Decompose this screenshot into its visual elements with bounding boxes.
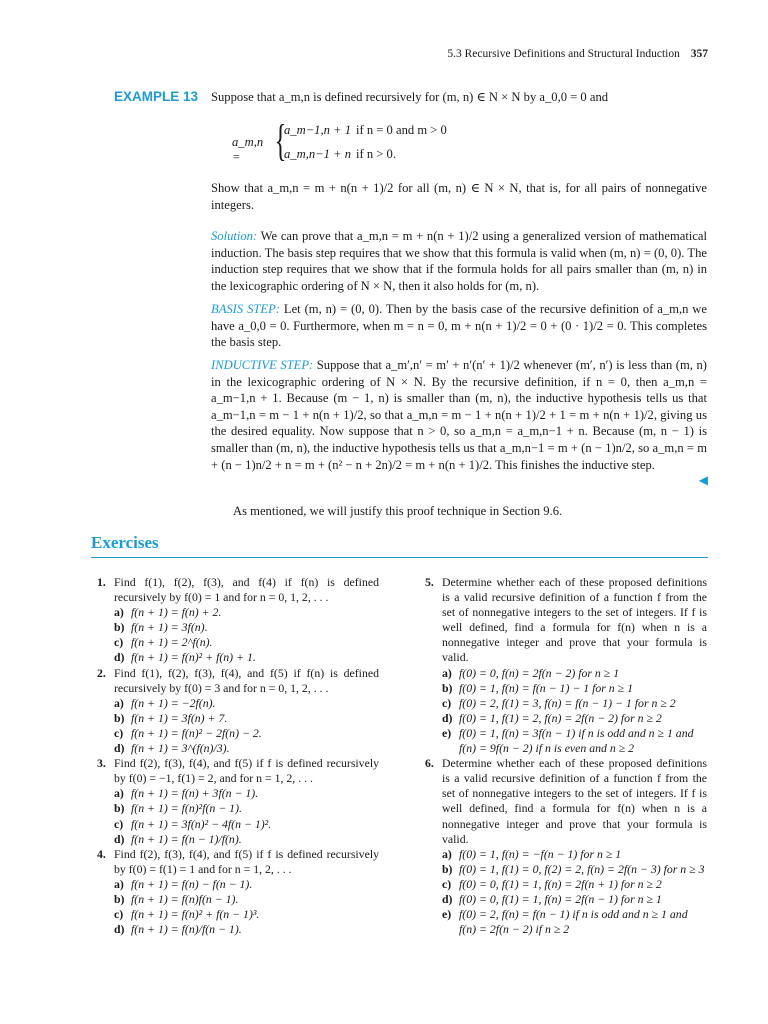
part-text: f(0) = 1, f(n) = −f(n − 1) for n ≥ 1 [459, 846, 622, 861]
exercise-part [114, 696, 379, 711]
part-label: b) [442, 680, 453, 695]
exercise-part [114, 620, 379, 635]
basis-text: Let (m, n) = (0, 0). Then by the basis case of the recursive definition of a_m,n we have a_0,0 = 0. Furthermore, when m = n = 0, m + n(n + 1)/2 = 0 + (0 · 1)/2 = 0. This completes the basis step. [211, 302, 707, 350]
example-intro [211, 89, 707, 106]
part-label: d) [114, 741, 125, 756]
exercise-part [442, 696, 707, 711]
part-label: b) [114, 801, 125, 816]
exercise-part [114, 605, 379, 620]
part-label: c) [114, 816, 124, 831]
part-label: c) [114, 725, 124, 740]
definition-case-1 [284, 123, 447, 138]
part-label: b) [442, 861, 453, 876]
page-number: 357 [690, 48, 708, 60]
part-text: f(n + 1) = 3f(n)² − 4f(n − 1)². [131, 816, 272, 831]
exercise-item [425, 756, 707, 937]
part-label: c) [114, 635, 124, 650]
exercise-column-left [97, 575, 379, 937]
exercise-part [442, 726, 707, 756]
part-text: f(0) = 0, f(1) = 1, f(n) = 2f(n − 1) for n ≥ 1 [459, 891, 662, 906]
part-text: f(0) = 0, f(n) = 2f(n − 2) for n ≥ 1 [459, 665, 620, 680]
exercise-part [114, 832, 379, 847]
example-label: EXAMPLE 13 [114, 89, 199, 104]
exercise-part [442, 877, 707, 892]
exercise-stem: Determine whether each of these proposed definitions is a valid recursive definition of a function f from the set of nonnegative integers to the set of integers. If f is well defined, find a formula for f(n) when n is a nonnegative integer and prove that your formula is valid. [442, 575, 707, 665]
exercise-stem: Find f(1), f(2), f(3), f(4), and f(5) if f(n) is defined recursively by f(0) = 3 and for n = 0, 1, 2, . . . [114, 665, 379, 695]
inductive-text: Suppose that a_m′,n′ = m′ + n′(n′ + 1)/2 whenever (m′, n′) is less than (m, n) in the lexicographic ordering of N × N. By the recursive definition, if n = 0, then a_m,n = a_m−1,n + 1. Because (m − 1, n) is smaller than (m, n), the inductive hypothesis tells us that a_m−1,n = m − 1 + n(n + 1)/2, so that a_m,n = m − 1 + n(n + 1)/2 + 1 = m + n(n + 1)/2, giving us the desired equality. Now suppose that n > 0, so a_m,n = a_m,n−1 + n. Because (m, n − 1) is smaller than (m, n), the inductive hypothesis tells us that a_m,n−1 = m + (n − 1)n/2, so a_m,n = m + (n − 1)n/2 + n = m + (n² − n + 2n)/2 = m + n(n + 1)/2. This finishes the inductive step. [211, 358, 707, 472]
exercise-part [442, 666, 707, 681]
part-text: f(0) = 2, f(n) = f(n − 1) if n is odd and n ≥ 1 and f(n) = 2f(n − 2) if n ≥ 2 [459, 907, 688, 937]
part-text: f(0) = 1, f(n) = 3f(n − 1) if n is odd and n ≥ 1 and f(n) = 9f(n − 2) if n is even and n ≥ 2 [459, 725, 694, 756]
part-text: f(n + 1) = 3^(f(n)/3). [131, 741, 230, 756]
part-label: a) [114, 695, 124, 710]
exercise-part [114, 817, 379, 832]
part-text: f(n + 1) = f(n) − f(n − 1). [131, 876, 253, 891]
part-label: d) [442, 710, 453, 725]
solution-label: Solution: [211, 229, 258, 243]
part-text: f(n + 1) = f(n) + 2. [131, 605, 222, 620]
part-label: e) [442, 907, 452, 922]
part-text: f(0) = 1, f(1) = 0, f(2) = 2, f(n) = 2f(n − 3) for n ≥ 3 [459, 861, 705, 876]
part-label: b) [114, 710, 125, 725]
part-text: f(n + 1) = 2^f(n). [131, 635, 213, 650]
part-text: f(0) = 1, f(1) = 2, f(n) = 2f(n − 2) for n ≥ 2 [459, 710, 662, 725]
exercise-part [114, 786, 379, 801]
part-label: b) [114, 891, 125, 906]
part-text: f(0) = 2, f(1) = 3, f(n) = f(n − 1) − 1 for n ≥ 2 [459, 695, 676, 710]
part-text: f(n + 1) = f(n)²f(n − 1). [131, 801, 242, 816]
part-text: f(n + 1) = 3f(n). [131, 620, 208, 635]
exercise-part [442, 907, 707, 937]
section-reference-note: As mentioned, we will justify this proof technique in Section 9.6. [233, 504, 563, 518]
part-label: a) [114, 876, 124, 891]
part-text: f(n + 1) = f(n)² − 2f(n) − 2. [131, 725, 262, 740]
part-label: a) [442, 665, 452, 680]
exercise-number: 1. [97, 575, 106, 589]
exercise-part [114, 711, 379, 726]
exercise-item [97, 575, 379, 666]
part-text: f(n + 1) = f(n) + 3f(n − 1). [131, 786, 259, 801]
part-text: f(n + 1) = −2f(n). [131, 695, 216, 710]
exercises-heading: Exercises [91, 533, 159, 552]
exercise-part [442, 862, 707, 877]
exercise-part [114, 877, 379, 892]
show-text: Show that a_m,n = m + n(n + 1)/2 for all (m, n) ∈ N × N, that is, for all pairs of nonnegative integers. [211, 181, 707, 212]
exercise-part [442, 711, 707, 726]
exercise-item [97, 847, 379, 938]
solution-paragraph [211, 228, 707, 294]
exercise-part [114, 726, 379, 741]
inductive-label: INDUCTIVE STEP: [211, 358, 314, 372]
part-text: f(n + 1) = f(n)f(n − 1). [131, 891, 239, 906]
case-1-expr: a_m−1,n + 1 [284, 123, 352, 137]
part-text: f(n + 1) = f(n)/f(n − 1). [131, 922, 242, 937]
solution-text: We can prove that a_m,n = m + n(n + 1)/2 using a generalized version of mathematical induction. The basis step requires that we show that this formula is valid when (m, n) = (0, 0). The induction step requires that we show that if the formula holds for all pairs smaller than (m, n) in the lexicographic ordering of N × N, then it also holds for (m, n). [211, 229, 708, 293]
part-text: f(0) = 0, f(1) = 1, f(n) = 2f(n + 1) for n ≥ 2 [459, 876, 662, 891]
exercise-part [114, 907, 379, 922]
part-label: c) [114, 907, 124, 922]
exercise-number: 5. [425, 575, 434, 589]
exercise-stem: Find f(1), f(2), f(3), and f(4) if f(n) is defined recursively by f(0) = 1 and for n = 0, 1, 2, . . . [114, 575, 379, 605]
exercise-part [114, 892, 379, 907]
exercise-item [97, 756, 379, 847]
part-text: f(n + 1) = 3f(n) + 7. [131, 710, 228, 725]
inductive-paragraph [211, 357, 707, 473]
exercise-part [114, 635, 379, 650]
exercise-column-right [425, 575, 707, 937]
exercise-number: 3. [97, 756, 106, 771]
part-text: f(n + 1) = f(n)² + f(n − 1)³. [131, 907, 260, 922]
end-of-example-marker: ◀ [698, 473, 708, 487]
part-label: e) [442, 725, 452, 740]
brace: { [274, 116, 287, 165]
heading-rule [91, 557, 708, 558]
exercise-part [442, 847, 707, 862]
case-2-expr: a_m,n−1 + n [284, 147, 352, 161]
basis-paragraph [211, 301, 707, 351]
definition-case-2 [284, 147, 396, 162]
exercise-stem: Find f(2), f(3), f(4), and f(5) if f is defined recursively by f(0) = −1, f(1) = 2, and for n = 1, 2, . . . [114, 756, 379, 786]
example-statement [211, 180, 707, 213]
part-label: d) [114, 831, 125, 846]
section-title: 5.3 Recursive Definitions and Structural Induction [447, 48, 680, 60]
example-intro-text: Suppose that a_m,n is defined recursively for (m, n) ∈ N × N by a_0,0 = 0 and [211, 90, 609, 104]
exercise-number: 4. [97, 846, 106, 861]
definition-lhs: a_m,n = [232, 135, 264, 164]
exercise-part [442, 892, 707, 907]
exercise-item [425, 575, 707, 756]
exercise-part [114, 922, 379, 937]
part-label: b) [114, 620, 125, 635]
part-label: d) [114, 650, 125, 665]
part-label: d) [114, 922, 125, 937]
exercise-part [114, 650, 379, 665]
basis-label: BASIS STEP: [211, 302, 280, 316]
part-text: f(n + 1) = f(n)² + f(n) + 1. [131, 650, 256, 665]
part-label: a) [114, 605, 124, 620]
exercise-stem: Find f(2), f(3), f(4), and f(5) if f is defined recursively by f(0) = f(1) = 1 and for n = 1, 2, . . . [114, 846, 379, 876]
case-2-condition: if n > 0. [356, 147, 396, 161]
part-label: c) [442, 876, 452, 891]
exercise-number: 6. [425, 756, 434, 771]
part-text: f(n + 1) = f(n − 1)/f(n). [131, 831, 242, 846]
exercise-part [114, 801, 379, 816]
exercise-stem: Determine whether each of these proposed definitions is a valid recursive definition of a function f from the set of nonnegative integers to the set of integers. If f is well defined, find a formula for f(n) when n is a nonnegative integer and prove that your formula is valid. [442, 756, 707, 846]
part-label: d) [442, 891, 453, 906]
exercise-part [442, 681, 707, 696]
case-1-condition: if n = 0 and m > 0 [356, 123, 447, 137]
part-label: a) [442, 846, 452, 861]
exercise-part [114, 741, 379, 756]
exercise-item [97, 666, 379, 757]
part-label: a) [114, 786, 124, 801]
part-label: c) [442, 695, 452, 710]
exercise-number: 2. [97, 665, 106, 680]
part-text: f(0) = 1, f(n) = f(n − 1) − 1 for n ≥ 1 [459, 680, 633, 695]
running-head [447, 48, 708, 60]
